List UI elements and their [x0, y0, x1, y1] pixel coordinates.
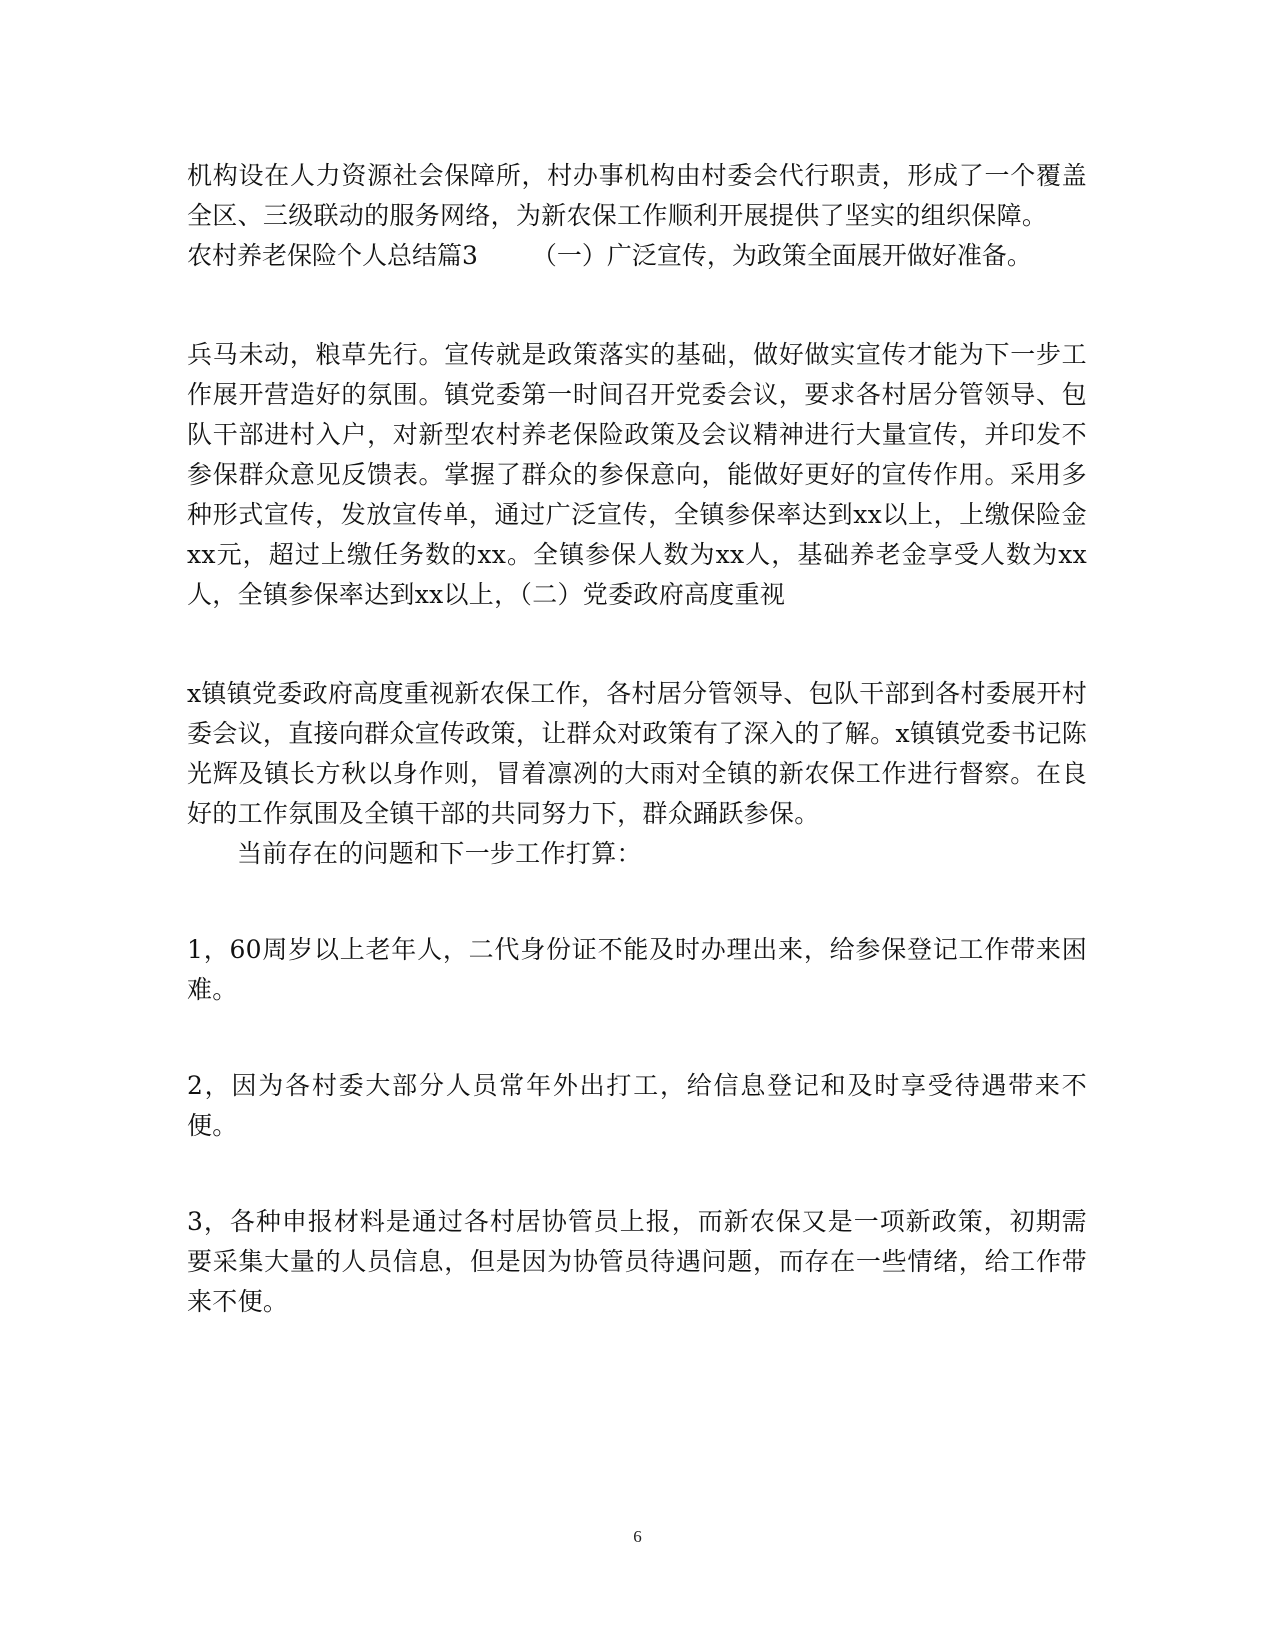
paragraph-gap: [187, 615, 1087, 674]
paragraph-gap: [187, 874, 1087, 930]
section-heading: [187, 236, 1087, 276]
paragraph-gap: [187, 1146, 1087, 1202]
paragraph-gap: [187, 1010, 1087, 1066]
list-item-problem-1: 1，60周岁以上老年人，二代身份证不能及时办理出来，给参保登记工作带来困难。: [187, 935, 1087, 1004]
paragraph-problems-heading: 当前存在的问题和下一步工作打算：: [237, 839, 642, 868]
document-body: [187, 156, 1087, 1322]
paragraph-gap: [187, 276, 1087, 335]
list-item-problem-2: 2，因为各村委大部分人员常年外出打工，给信息登记和及时享受待遇带来不便。: [187, 1071, 1087, 1140]
section-title-publicity: （一）广泛宣传，为政策全面展开做好准备。: [531, 241, 1032, 270]
paragraph-organization: 机构设在人力资源社会保障所，村办事机构由村委会代行职责，形成了一个覆盖全区、三级联动的服务网络，为新农保工作顺利开展提供了坚实的组织保障。: [187, 161, 1087, 230]
paragraph-government: x镇镇党委政府高度重视新农保工作，各村居分管领导、包队干部到各村委展开村委会议，直接向群众宣传政策，让群众对政策有了深入的了解。x镇镇党委书记陈光辉及镇长方秋以身作则，冒着凛冽的大雨对全镇的新农保工作进行督察。在良好的工作氛围及全镇干部的共同努力下，群众踊跃参保。: [187, 679, 1087, 828]
paragraph-publicity: 兵马未动，粮草先行。宣传就是政策落实的基础，做好做实宣传才能为下一步工作展开营造好的氛围。镇党委第一时间召开党委会议，要求各村居分管领导、包队干部进村入户，对新型农村养老保险政策及会议精神进行大量宣传，并印发不参保群众意见反馈表。掌握了群众的参保意向，能做好更好的宣传作用。采用多种形式宣传，发放宣传单，通过广泛宣传，全镇参保率达到xx以上，上缴保险金xx元，超过上缴任务数的xx。全镇参保人数为xx人，基础养老金享受人数为xx人，全镇参保率达到xx以上，（二）党委政府高度重视: [187, 340, 1087, 609]
list-item-problem-3: 3，各种申报材料是通过各村居协管员上报，而新农保又是一项新政策，初期需要采集大量的人员信息，但是因为协管员待遇问题，而存在一些情绪，给工作带来不便。: [187, 1207, 1087, 1316]
summary-title: 农村养老保险个人总结篇3: [187, 241, 478, 270]
page-number: 6: [633, 1527, 642, 1546]
